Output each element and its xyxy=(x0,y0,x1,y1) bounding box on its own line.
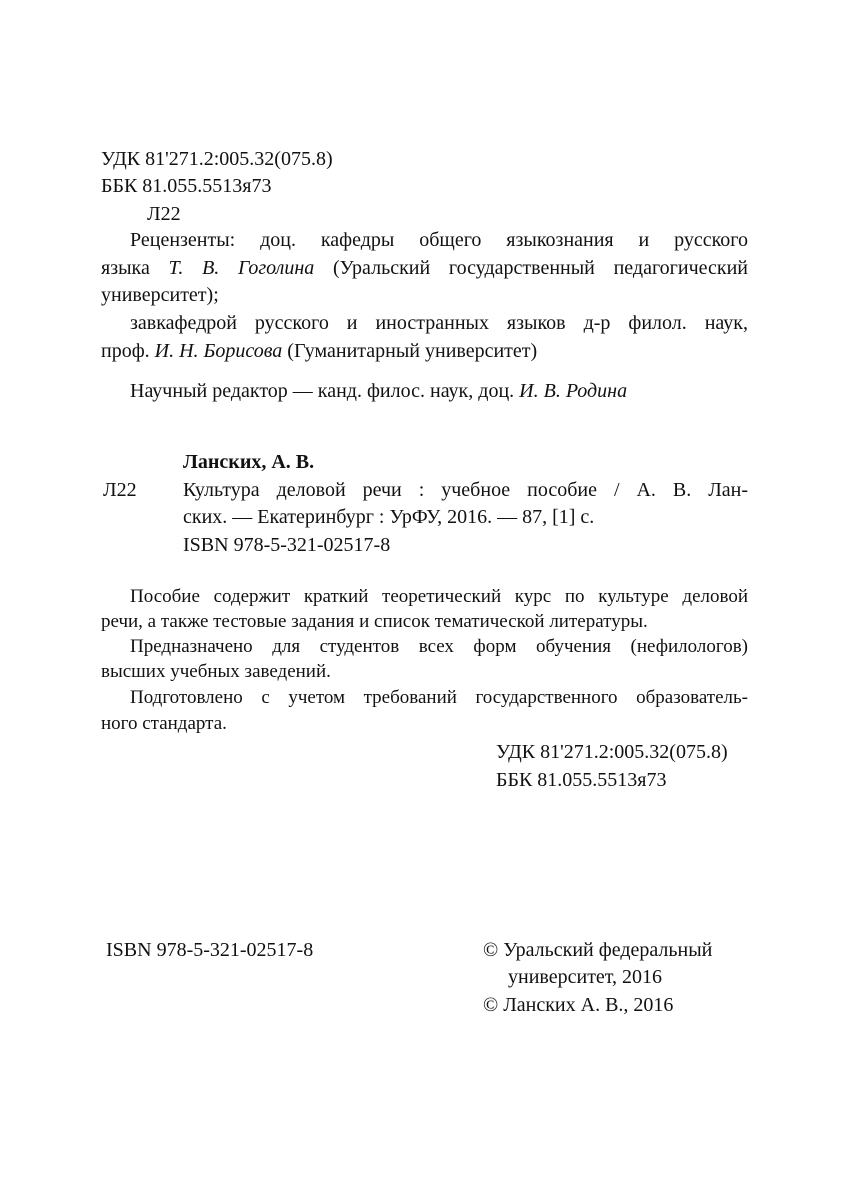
bib-title-line-1: Культура деловой речи : учебное пособие / А. В. Лан- xyxy=(183,479,748,501)
bib-title-line-2: ских. — Екатеринбург : УрФУ, 2016. — 87, [1] с. xyxy=(183,506,595,528)
abstract-p3-line-2: ного стандарта. xyxy=(101,713,227,734)
udk-code-right: УДК 81'271.2:005.32(075.8) xyxy=(496,741,728,763)
editor-name: И. В. Родина xyxy=(519,380,628,402)
copyright-author: © Ланских А. В., 2016 xyxy=(483,994,674,1016)
scientific-editor: Научный редактор — канд. филос. наук, доц. И. В. Родина xyxy=(130,380,628,402)
bbk-code-right: ББК 81.055.5513я73 xyxy=(496,769,667,791)
reviewers-line-1: Рецензенты: доц. кафедры общего языкознания и русского xyxy=(130,229,748,251)
reviewers-line-5: проф. И. Н. Борисова (Гуманитарный университет) xyxy=(101,340,538,362)
footer-isbn: ISBN 978-5-321-02517-8 xyxy=(106,939,314,961)
reviewer-name-1: Т. В. Гоголина xyxy=(168,257,315,279)
reviewer-name-2: И. Н. Борисова xyxy=(154,340,283,362)
bbk-code: ББК 81.055.5513я73 xyxy=(101,175,272,197)
abstract-p1-line-1: Пособие содержит краткий теоретический курс по культуре деловой xyxy=(130,586,748,607)
author-mark: Л22 xyxy=(147,203,181,225)
abstract-p2-line-1: Предназначено для студентов всех форм обучения (нефилологов) xyxy=(130,636,748,657)
bib-author-mark: Л22 xyxy=(103,479,137,501)
bib-isbn: ISBN 978-5-321-02517-8 xyxy=(183,534,391,556)
reviewers-line-2: языка Т. В. Гоголина (Уральский государственный педагогический xyxy=(101,257,748,279)
copyright-university-line-1: © Уральский федеральный xyxy=(483,939,713,961)
abstract-p2-line-2: высших учебных заведений. xyxy=(101,661,331,682)
bib-author: Ланских, А. В. xyxy=(183,451,315,473)
reviewers-line-4: завкафедрой русского и иностранных языков д-р филол. наук, xyxy=(130,312,748,334)
abstract-p1-line-2: речи, а также тестовые задания и список тематической литературы. xyxy=(101,611,648,632)
udk-code: УДК 81'271.2:005.32(075.8) xyxy=(101,148,333,170)
abstract-p3-line-1: Подготовлено с учетом требований государственного образователь- xyxy=(130,687,748,708)
reviewers-line-3: университет); xyxy=(101,284,219,306)
copyright-university-line-2: университет, 2016 xyxy=(508,966,663,988)
